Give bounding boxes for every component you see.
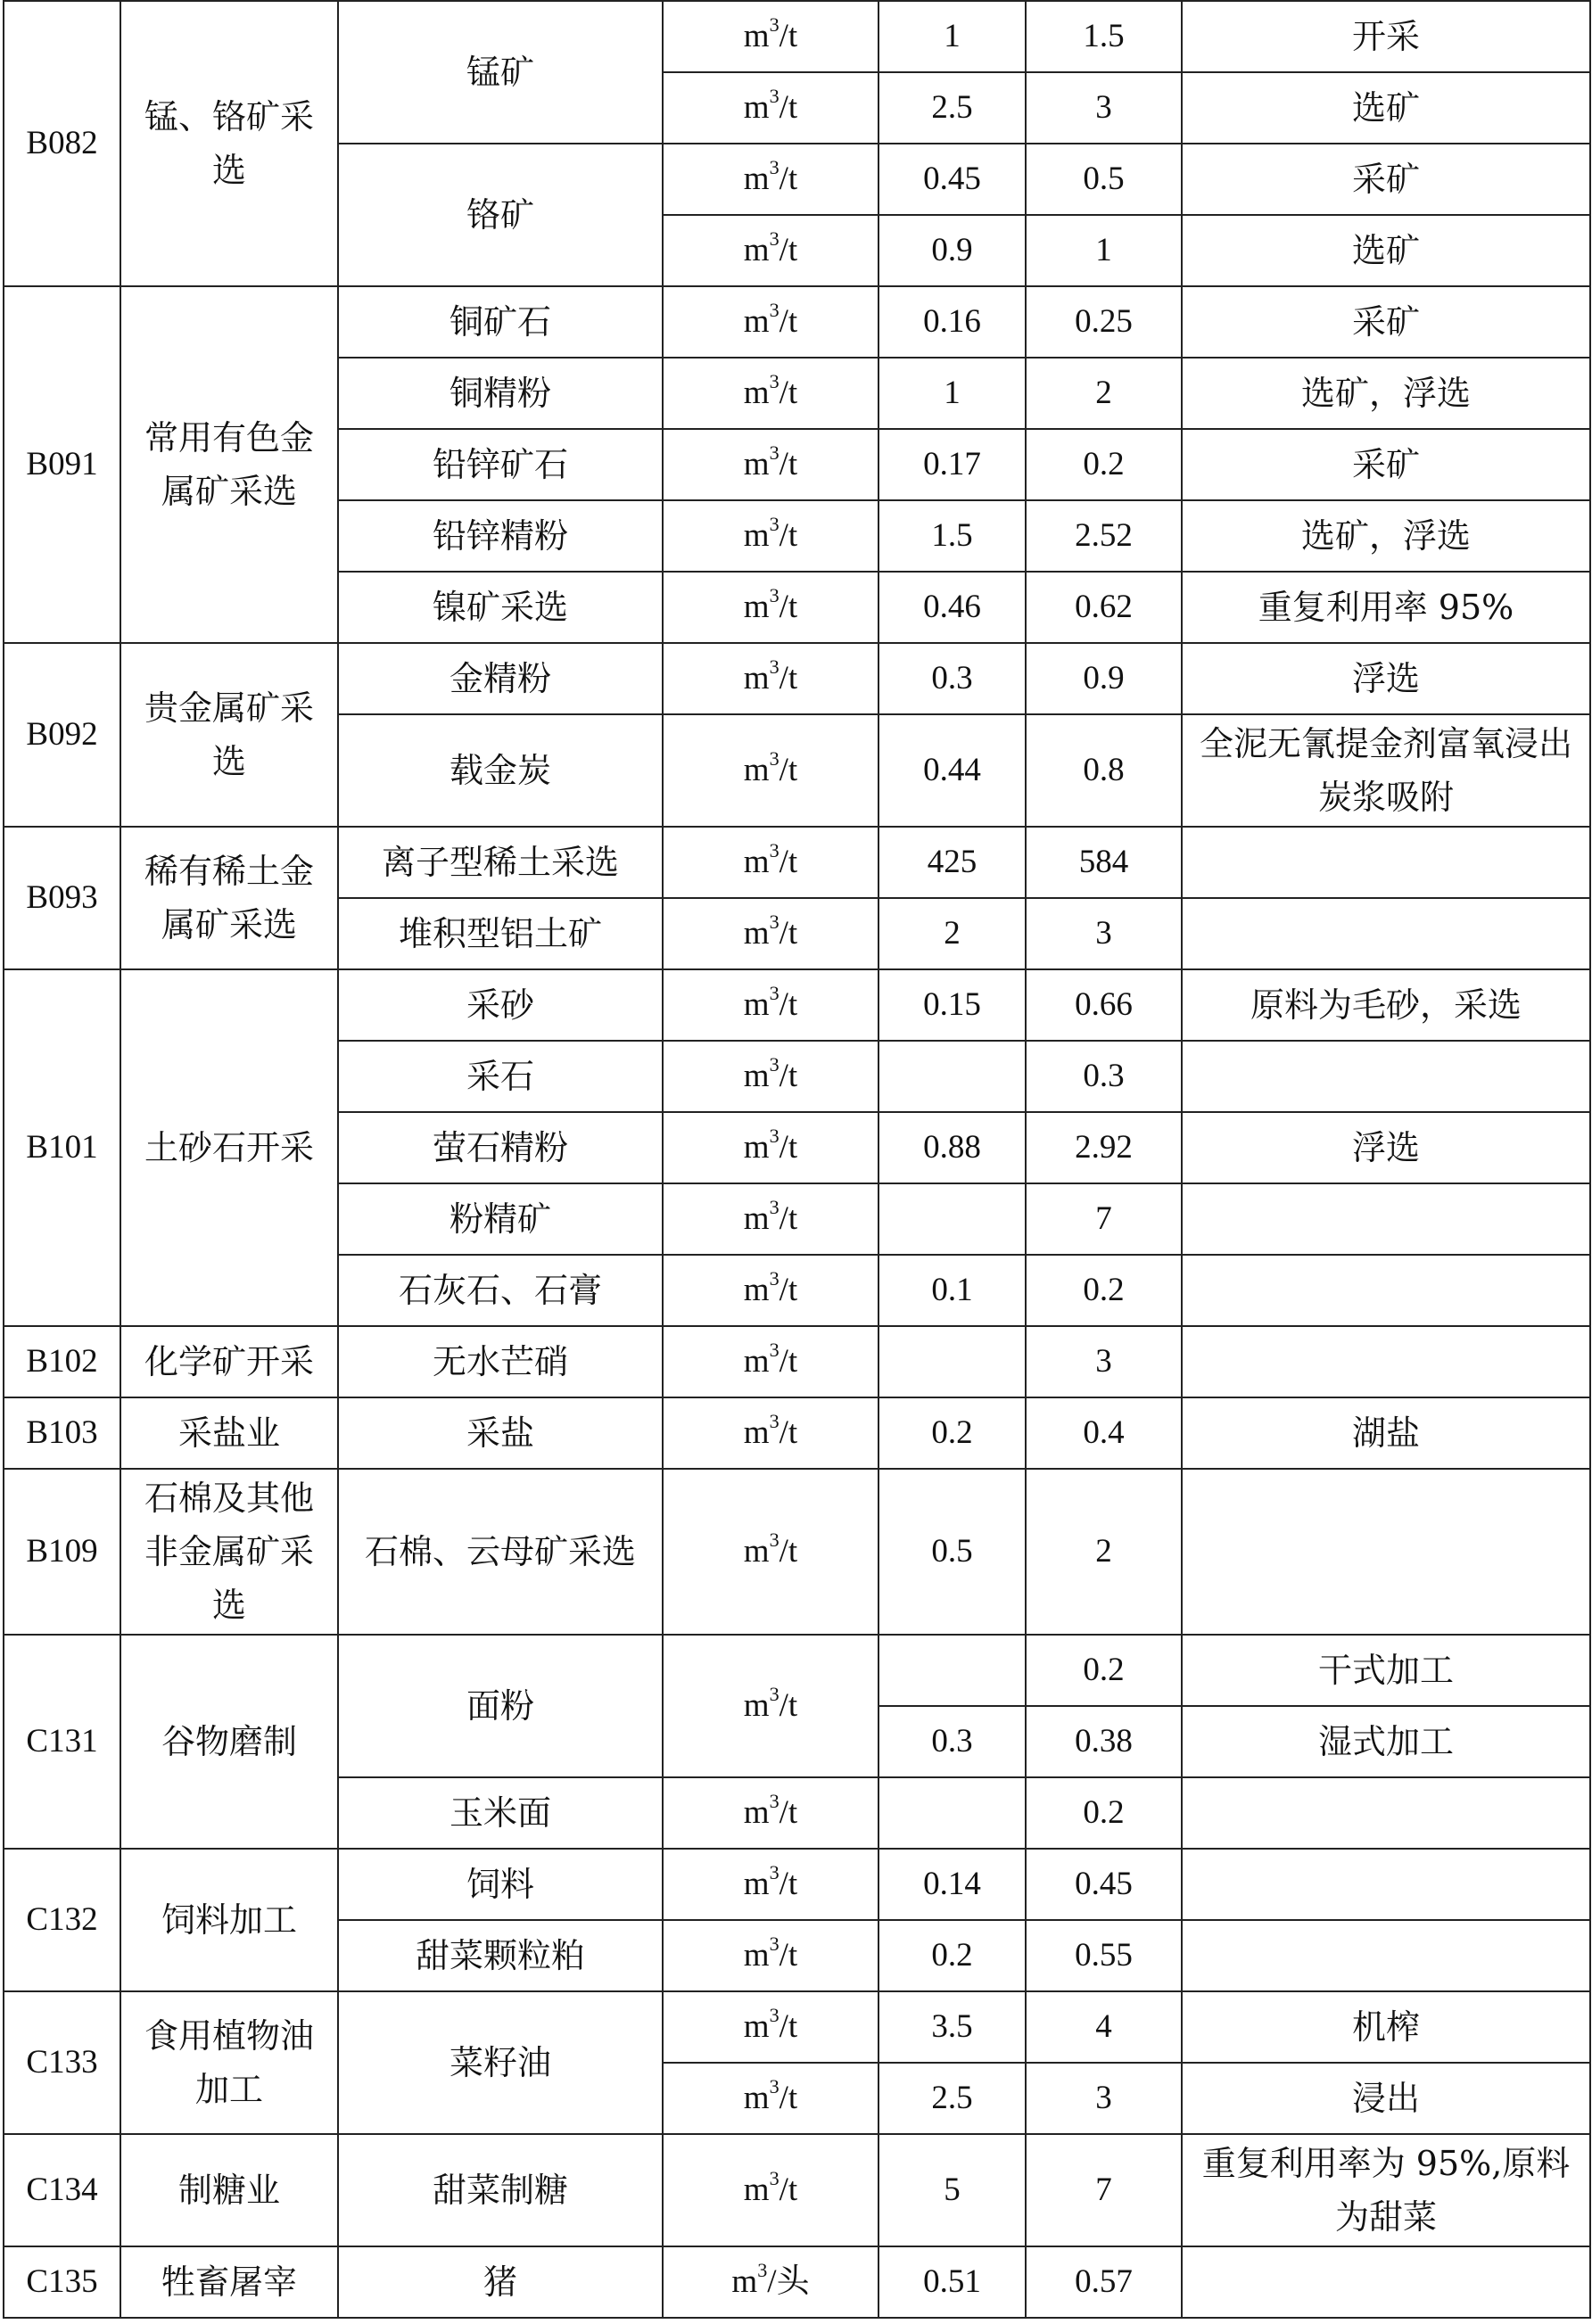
unit-cell <box>663 429 878 500</box>
quota-max: 0.2 <box>1026 429 1182 500</box>
table-row <box>4 2246 1590 2318</box>
quota-min: 5 <box>878 2134 1026 2246</box>
quota-min: 0.88 <box>878 1112 1026 1183</box>
unit-exponent: 3 <box>769 1196 780 1219</box>
unit-suffix: /t <box>779 915 798 952</box>
unit-suffix: /t <box>779 589 798 625</box>
unit-exponent: 3 <box>769 1125 780 1148</box>
unit-exponent: 3 <box>769 1529 780 1552</box>
quota-min <box>878 1183 1026 1255</box>
unit-exponent: 3 <box>769 1339 780 1362</box>
quota-max: 7 <box>1026 2134 1182 2246</box>
quota-max: 0.4 <box>1026 1397 1182 1469</box>
product-name: 采石 <box>338 1041 663 1112</box>
remark: 浸出 <box>1182 2063 1590 2134</box>
industry-name: 化学矿开采 <box>120 1326 338 1397</box>
unit-exponent: 3 <box>769 584 780 607</box>
product-name: 铅锌精粉 <box>338 500 663 572</box>
remark: 湖盐 <box>1182 1397 1590 1469</box>
unit-suffix: /t <box>779 517 798 554</box>
unit-suffix: /t <box>779 1129 798 1166</box>
product-name: 石灰石、石膏 <box>338 1255 663 1326</box>
unit-exponent: 3 <box>769 747 780 771</box>
remark: 选矿，浮选 <box>1182 358 1590 429</box>
remark <box>1182 898 1590 969</box>
unit-suffix: /t <box>779 232 798 268</box>
remark: 采矿 <box>1182 286 1590 358</box>
product-name: 石棉、云母矿采选 <box>338 1469 663 1635</box>
remark: 浮选 <box>1182 1112 1590 1183</box>
quota-max: 3 <box>1026 72 1182 144</box>
quota-max: 2 <box>1026 358 1182 429</box>
quota-max: 4 <box>1026 1991 1182 2063</box>
unit-exponent: 3 <box>769 85 780 108</box>
unit-cell <box>663 714 878 827</box>
unit-cell <box>663 1777 878 1849</box>
industry-name: 贵金属矿采选 <box>120 643 338 827</box>
quota-max: 584 <box>1026 827 1182 898</box>
unit-exponent: 3 <box>769 299 780 322</box>
remark: 采矿 <box>1182 144 1590 215</box>
unit-prefix: m <box>743 375 770 411</box>
quota-min: 0.3 <box>878 1706 1026 1777</box>
quota-min: 0.46 <box>878 572 1026 643</box>
table-row <box>4 2134 1590 2246</box>
remark: 选矿 <box>1182 72 1590 144</box>
unit-exponent: 3 <box>769 441 780 465</box>
unit-cell <box>663 1112 878 1183</box>
unit-prefix: m <box>743 752 770 788</box>
quota-max: 0.57 <box>1026 2246 1182 2318</box>
quota-min: 0.1 <box>878 1255 1026 1326</box>
quota-min <box>878 1777 1026 1849</box>
unit-suffix: /t <box>779 161 798 197</box>
unit-exponent: 3 <box>769 2075 780 2098</box>
remark <box>1182 1326 1590 1397</box>
product-name: 铜矿石 <box>338 286 663 358</box>
unit-exponent: 3 <box>769 13 780 37</box>
unit-exponent: 3 <box>769 1053 780 1076</box>
unit-exponent: 3 <box>769 156 780 179</box>
unit-prefix: m <box>743 1687 770 1724</box>
unit-prefix: m <box>743 1272 770 1308</box>
unit-prefix: m <box>743 915 770 952</box>
unit-suffix: /t <box>779 2008 798 2045</box>
unit-prefix: m <box>743 1533 770 1570</box>
unit-suffix: /t <box>779 752 798 788</box>
unit-suffix: /t <box>779 1687 798 1724</box>
table-row <box>4 643 1590 714</box>
quota-min: 425 <box>878 827 1026 898</box>
industry-code: B103 <box>4 1397 120 1469</box>
unit-prefix: m <box>731 2263 758 2300</box>
industry-name: 谷物磨制 <box>120 1635 338 1849</box>
unit-cell <box>663 1183 878 1255</box>
unit-prefix: m <box>743 303 770 340</box>
unit-cell <box>663 1255 878 1326</box>
product-name: 采砂 <box>338 969 663 1041</box>
unit-exponent: 3 <box>769 1861 780 1884</box>
remark <box>1182 1041 1590 1112</box>
remark <box>1182 1777 1590 1849</box>
unit-prefix: m <box>743 844 770 880</box>
unit-prefix: m <box>743 1937 770 1974</box>
unit-exponent: 3 <box>769 513 780 536</box>
unit-exponent: 3 <box>769 982 780 1005</box>
product-name: 铅锌矿石 <box>338 429 663 500</box>
remark: 采矿 <box>1182 429 1590 500</box>
industry-code: B093 <box>4 827 120 969</box>
unit-prefix: m <box>743 1794 770 1831</box>
quota-max: 0.2 <box>1026 1255 1182 1326</box>
industry-code: C131 <box>4 1635 120 1849</box>
unit-suffix: /t <box>779 303 798 340</box>
unit-exponent: 3 <box>769 655 780 679</box>
remark: 选矿，浮选 <box>1182 500 1590 572</box>
quota-min: 0.2 <box>878 1920 1026 1991</box>
quota-max: 0.45 <box>1026 1849 1182 1920</box>
quota-max: 7 <box>1026 1183 1182 1255</box>
unit-prefix: m <box>743 1200 770 1237</box>
industry-name: 锰、铬矿采选 <box>120 1 338 286</box>
quota-max: 0.5 <box>1026 144 1182 215</box>
industry-code: B109 <box>4 1469 120 1635</box>
unit-exponent: 3 <box>769 1790 780 1813</box>
unit-exponent: 3 <box>769 1683 780 1706</box>
industry-code: C135 <box>4 2246 120 2318</box>
table-row <box>4 1397 1590 1469</box>
unit-suffix: /t <box>779 1937 798 1974</box>
unit-suffix: /t <box>779 1414 798 1451</box>
remark: 原料为毛砂，采选 <box>1182 969 1590 1041</box>
unit-prefix: m <box>743 1866 770 1902</box>
remark: 湿式加工 <box>1182 1706 1590 1777</box>
table-row <box>4 1849 1590 1920</box>
unit-prefix: m <box>743 1343 770 1380</box>
remark <box>1182 2246 1590 2318</box>
remark <box>1182 1469 1590 1635</box>
quota-min: 1 <box>878 1 1026 72</box>
unit-cell <box>663 72 878 144</box>
industry-name: 饲料加工 <box>120 1849 338 1991</box>
product-name: 无水芒硝 <box>338 1326 663 1397</box>
product-name: 萤石精粉 <box>338 1112 663 1183</box>
product-name: 菜籽油 <box>338 1991 663 2134</box>
unit-suffix: /t <box>779 660 798 696</box>
quota-max: 2 <box>1026 1469 1182 1635</box>
industry-name: 稀有稀土金属矿采选 <box>120 827 338 969</box>
remark: 重复利用率为 95%,原料为甜菜 <box>1182 2134 1590 2246</box>
table-row <box>4 1635 1590 1706</box>
unit-prefix: m <box>743 2008 770 2045</box>
unit-suffix: /t <box>779 1343 798 1380</box>
unit-suffix: /t <box>779 446 798 482</box>
unit-prefix: m <box>743 660 770 696</box>
industry-code: C134 <box>4 2134 120 2246</box>
quota-max: 0.2 <box>1026 1777 1182 1849</box>
unit-prefix: m <box>743 18 770 54</box>
quota-max: 0.38 <box>1026 1706 1182 1777</box>
product-name: 饲料 <box>338 1849 663 1920</box>
remark <box>1182 1183 1590 1255</box>
unit-suffix: /t <box>779 89 798 126</box>
product-name: 堆积型铝土矿 <box>338 898 663 969</box>
unit-exponent: 3 <box>769 227 780 251</box>
unit-cell <box>663 1397 878 1469</box>
unit-suffix: /t <box>779 1058 798 1094</box>
quota-min <box>878 1635 1026 1706</box>
quota-min: 0.44 <box>878 714 1026 827</box>
unit-exponent: 3 <box>769 2004 780 2027</box>
quota-max: 2.92 <box>1026 1112 1182 1183</box>
unit-exponent: 3 <box>769 839 780 862</box>
remark: 选矿 <box>1182 215 1590 286</box>
unit-prefix: m <box>743 589 770 625</box>
unit-suffix: /t <box>779 2172 798 2208</box>
unit-exponent: 3 <box>769 370 780 393</box>
remark: 干式加工 <box>1182 1635 1590 1706</box>
quota-max: 0.62 <box>1026 572 1182 643</box>
industry-code: B091 <box>4 286 120 643</box>
unit-prefix: m <box>743 161 770 197</box>
unit-cell <box>663 215 878 286</box>
quota-max: 0.9 <box>1026 643 1182 714</box>
remark <box>1182 1920 1590 1991</box>
unit-cell <box>663 572 878 643</box>
unit-suffix: /t <box>779 1866 798 1902</box>
quota-min: 2.5 <box>878 2063 1026 2134</box>
quota-max: 0.66 <box>1026 969 1182 1041</box>
quota-min: 0.3 <box>878 643 1026 714</box>
unit-cell <box>663 1 878 72</box>
quota-max: 0.2 <box>1026 1635 1182 1706</box>
unit-prefix: m <box>743 2080 770 2116</box>
product-name: 粉精矿 <box>338 1183 663 1255</box>
product-name: 猪 <box>338 2246 663 2318</box>
quota-min: 2 <box>878 898 1026 969</box>
remark <box>1182 1849 1590 1920</box>
quota-min: 1 <box>878 358 1026 429</box>
unit-suffix: /t <box>779 375 798 411</box>
unit-cell <box>663 898 878 969</box>
unit-cell <box>663 969 878 1041</box>
table-row <box>4 286 1590 358</box>
remark: 全泥无氰提金剂富氧浸出炭浆吸附 <box>1182 714 1590 827</box>
unit-prefix: m <box>743 1414 770 1451</box>
table-row <box>4 969 1590 1041</box>
quota-min: 3.5 <box>878 1991 1026 2063</box>
quota-max: 0.8 <box>1026 714 1182 827</box>
quota-max: 3 <box>1026 1326 1182 1397</box>
industry-name: 常用有色金属矿采选 <box>120 286 338 643</box>
unit-cell <box>663 1991 878 2063</box>
unit-suffix: /t <box>779 1200 798 1237</box>
unit-cell <box>663 1920 878 1991</box>
product-name: 采盐 <box>338 1397 663 1469</box>
unit-cell <box>663 1635 878 1777</box>
quota-max: 1 <box>1026 215 1182 286</box>
quota-min: 1.5 <box>878 500 1026 572</box>
unit-suffix: /t <box>779 18 798 54</box>
quota-min <box>878 1041 1026 1112</box>
unit-suffix: /t <box>779 1272 798 1308</box>
product-name: 金精粉 <box>338 643 663 714</box>
product-name: 铬矿 <box>338 144 663 286</box>
quota-min: 0.5 <box>878 1469 1026 1635</box>
product-name: 离子型稀土采选 <box>338 827 663 898</box>
unit-prefix: m <box>743 986 770 1023</box>
unit-prefix: m <box>743 1058 770 1094</box>
industry-name: 牲畜屠宰 <box>120 2246 338 2318</box>
quota-min: 0.9 <box>878 215 1026 286</box>
table-row <box>4 1 1590 72</box>
product-name: 甜菜制糖 <box>338 2134 663 2246</box>
product-name: 甜菜颗粒粕 <box>338 1920 663 1991</box>
unit-exponent: 3 <box>769 911 780 934</box>
quota-min: 2.5 <box>878 72 1026 144</box>
remark: 开采 <box>1182 1 1590 72</box>
unit-exponent: 3 <box>769 1933 780 1956</box>
unit-exponent: 3 <box>757 2259 768 2282</box>
water-quota-table <box>3 0 1591 2319</box>
industry-name: 采盐业 <box>120 1397 338 1469</box>
remark <box>1182 1255 1590 1326</box>
unit-exponent: 3 <box>769 1410 780 1433</box>
quota-min: 0.16 <box>878 286 1026 358</box>
unit-suffix: /t <box>779 1794 798 1831</box>
table-row <box>4 827 1590 898</box>
unit-prefix: m <box>743 89 770 126</box>
unit-cell <box>663 1326 878 1397</box>
product-name: 锰矿 <box>338 1 663 144</box>
quota-min: 0.2 <box>878 1397 1026 1469</box>
unit-prefix: m <box>743 2172 770 2208</box>
industry-code: C132 <box>4 1849 120 1991</box>
unit-cell <box>663 1849 878 1920</box>
unit-prefix: m <box>743 446 770 482</box>
industry-code: B082 <box>4 1 120 286</box>
unit-exponent: 3 <box>769 1267 780 1290</box>
quota-min: 0.51 <box>878 2246 1026 2318</box>
unit-suffix: /t <box>779 986 798 1023</box>
quota-max: 3 <box>1026 898 1182 969</box>
industry-name: 土砂石开采 <box>120 969 338 1326</box>
unit-suffix: /t <box>779 2080 798 2116</box>
industry-code: C133 <box>4 1991 120 2134</box>
unit-cell <box>663 144 878 215</box>
unit-cell <box>663 1041 878 1112</box>
quota-max: 0.55 <box>1026 1920 1182 1991</box>
quota-min: 0.14 <box>878 1849 1026 1920</box>
remark <box>1182 827 1590 898</box>
unit-prefix: m <box>743 232 770 268</box>
unit-prefix: m <box>743 517 770 554</box>
remark: 重复利用率 95% <box>1182 572 1590 643</box>
product-name: 面粉 <box>338 1635 663 1777</box>
unit-suffix: /t <box>779 1533 798 1570</box>
quota-max: 2.52 <box>1026 500 1182 572</box>
table-row <box>4 1469 1590 1635</box>
industry-code: B102 <box>4 1326 120 1397</box>
industry-code: B101 <box>4 969 120 1326</box>
unit-suffix: /t <box>779 844 798 880</box>
unit-cell <box>663 358 878 429</box>
industry-code: B092 <box>4 643 120 827</box>
industry-name: 食用植物油加工 <box>120 1991 338 2134</box>
table-row <box>4 1326 1590 1397</box>
quota-min: 0.17 <box>878 429 1026 500</box>
unit-cell <box>663 827 878 898</box>
table-row <box>4 1991 1590 2063</box>
quota-max: 3 <box>1026 2063 1182 2134</box>
unit-suffix: /头 <box>767 2263 810 2300</box>
product-name: 玉米面 <box>338 1777 663 1849</box>
industry-name: 制糖业 <box>120 2134 338 2246</box>
remark: 浮选 <box>1182 643 1590 714</box>
unit-cell <box>663 1469 878 1635</box>
unit-cell <box>663 2063 878 2134</box>
quota-max: 1.5 <box>1026 1 1182 72</box>
unit-cell <box>663 2134 878 2246</box>
quota-min: 0.15 <box>878 969 1026 1041</box>
quota-max: 0.25 <box>1026 286 1182 358</box>
quota-max: 0.3 <box>1026 1041 1182 1112</box>
product-name: 铜精粉 <box>338 358 663 429</box>
unit-prefix: m <box>743 1129 770 1166</box>
product-name: 镍矿采选 <box>338 572 663 643</box>
unit-cell <box>663 643 878 714</box>
quota-min: 0.45 <box>878 144 1026 215</box>
unit-cell <box>663 2246 878 2318</box>
unit-cell <box>663 286 878 358</box>
unit-exponent: 3 <box>769 2167 780 2190</box>
product-name: 载金炭 <box>338 714 663 827</box>
quota-min <box>878 1326 1026 1397</box>
remark: 机榨 <box>1182 1991 1590 2063</box>
industry-name: 石棉及其他非金属矿采选 <box>120 1469 338 1635</box>
unit-cell <box>663 500 878 572</box>
